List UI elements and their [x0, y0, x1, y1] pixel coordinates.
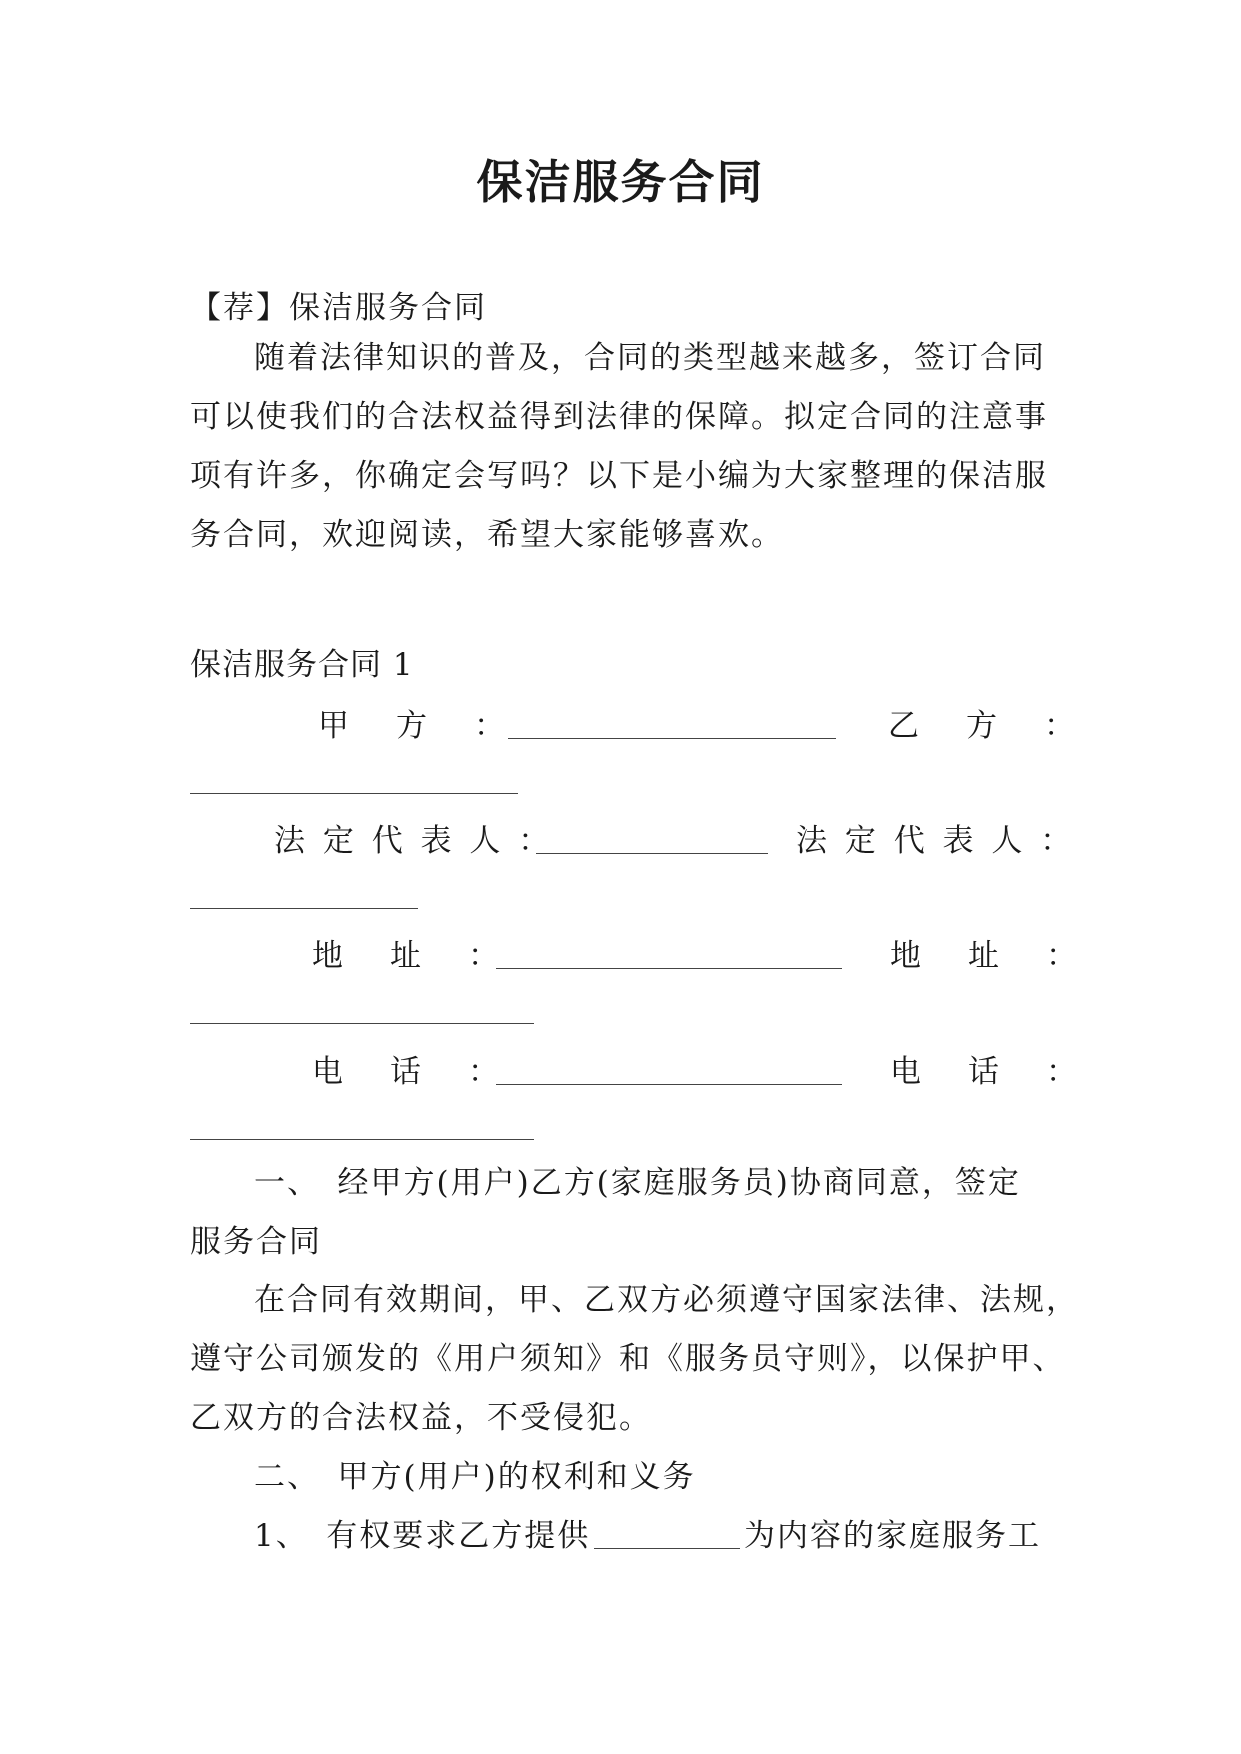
- phone-b-blank: [190, 1139, 534, 1140]
- address-b-label: 地 址 ：: [890, 938, 1085, 974]
- intro-line-1: 随着法律知识的普及，合同的类型越来越多，签订合同: [254, 340, 1046, 376]
- item-1-blank: [594, 1548, 740, 1549]
- intro-line-2: 可以使我们的合法权益得到法律的保障。拟定合同的注意事: [190, 399, 1048, 435]
- phone-b-label: 电 话 ：: [890, 1054, 1085, 1090]
- paragraph-2-line-3: 乙双方的合法权益，不受侵犯。: [190, 1400, 652, 1436]
- legal-rep-a-blank: [536, 853, 768, 854]
- intro-line-4: 务合同，欢迎阅读，希望大家能够喜欢。: [190, 517, 784, 553]
- address-a-label: 地 址 ：: [312, 938, 507, 974]
- legal-rep-b-blank: [190, 908, 418, 909]
- clause-2-heading: 二、 甲方(用户)的权利和义务: [254, 1459, 696, 1495]
- phone-a-blank: [496, 1084, 842, 1085]
- intro-line-3: 项有许多，你确定会写吗？以下是小编为大家整理的保洁服: [190, 458, 1048, 494]
- clause-1-line-1: 一、 经甲方(用户)乙方(家庭服务员)协商同意，签定: [254, 1165, 1021, 1201]
- item-1-prefix: 1、 有权要求乙方提供: [254, 1518, 591, 1554]
- clause-1-line-2: 服务合同: [190, 1224, 322, 1260]
- item-1-suffix: 为内容的家庭服务工: [744, 1518, 1041, 1554]
- paragraph-2-line-1: 在合同有效期间，甲、乙双方必须遵守国家法律、法规，: [254, 1282, 1079, 1318]
- party-b-label: 乙 方 ：: [888, 708, 1083, 744]
- recommend-heading: 【荐】保洁服务合同: [190, 290, 487, 326]
- address-b-blank: [190, 1023, 534, 1024]
- address-a-blank: [496, 968, 842, 969]
- contract-heading: 保洁服务合同 1: [190, 647, 414, 683]
- legal-rep-b-label: 法 定 代 表 人 ：: [796, 823, 1076, 859]
- document-title: 保洁服务合同: [476, 155, 765, 209]
- paragraph-2-line-2: 遵守公司颁发的《用户须知》和《服务员守则》，以保护甲、: [190, 1341, 1066, 1377]
- phone-a-label: 电 话 ：: [312, 1054, 507, 1090]
- party-a-blank: [508, 738, 836, 739]
- party-a-label: 甲 方 ：: [318, 708, 513, 744]
- party-b-blank: [190, 793, 518, 794]
- legal-rep-a-label: 法 定 代 表 人 ：: [274, 823, 554, 859]
